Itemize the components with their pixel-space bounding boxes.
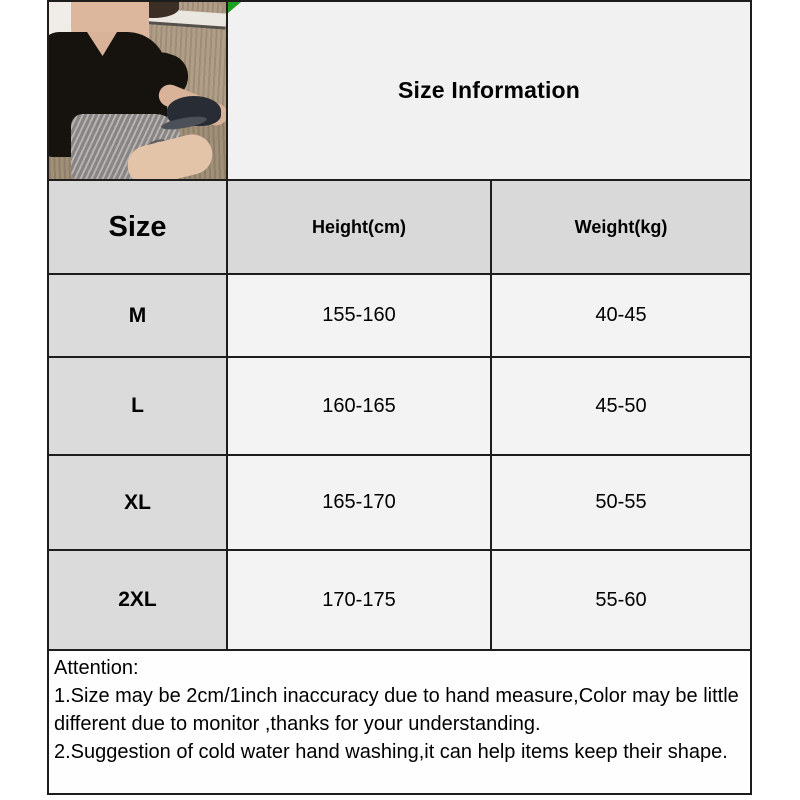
size-label-xl: XL [49, 456, 226, 549]
corner-marker-icon [228, 2, 241, 13]
attention-note-2: 2.Suggestion of cold water hand washing,it can help items keep their shape. [54, 741, 728, 763]
column-header-size: Size [49, 181, 226, 273]
weight-value-xl: 50-55 [492, 456, 750, 549]
attention-block [49, 651, 750, 793]
product-photo [49, 2, 226, 179]
height-value-l: 160-165 [228, 358, 490, 454]
attention-note-1: 1.Size may be 2cm/1inch inaccuracy due to hand measure,Color may be little different due to monitor ,thanks for your understanding. [54, 685, 739, 735]
column-header-weight: Weight(kg) [492, 181, 750, 273]
weight-value-2xl: 55-60 [492, 551, 750, 649]
weight-value-l: 45-50 [492, 358, 750, 454]
height-value-m: 155-160 [228, 275, 490, 356]
column-header-height: Height(cm) [228, 181, 490, 273]
size-label-2xl: 2XL [49, 551, 226, 649]
page-title: Size Information [397, 77, 581, 103]
attention-heading: Attention: [54, 657, 139, 679]
size-label-l: L [49, 358, 226, 454]
size-chart-sheet [47, 0, 752, 795]
height-value-xl: 165-170 [228, 456, 490, 549]
weight-value-m: 40-45 [492, 275, 750, 356]
height-value-2xl: 170-175 [228, 551, 490, 649]
title-cell [228, 2, 750, 179]
size-label-m: M [49, 275, 226, 356]
